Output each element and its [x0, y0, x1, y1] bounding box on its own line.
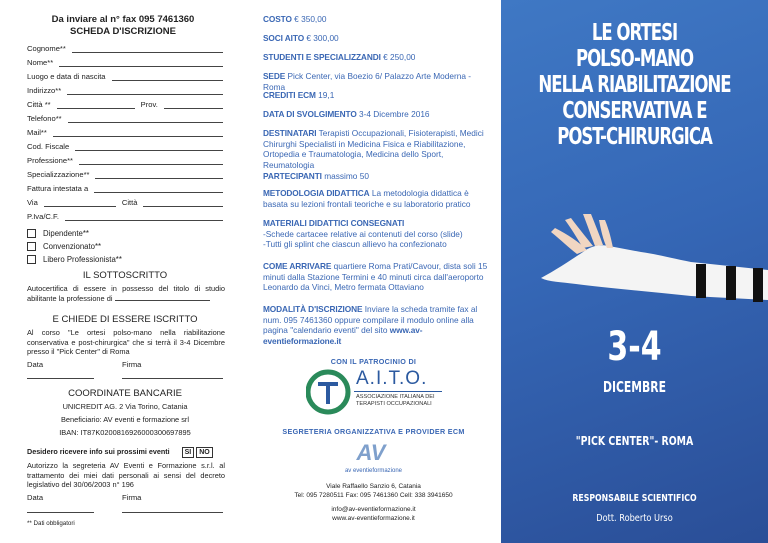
- signature-line-2[interactable]: [122, 512, 223, 513]
- checkbox-dipendente[interactable]: Dipendente**: [27, 227, 89, 239]
- form-title: SCHEDA D'ISCRIZIONE: [70, 26, 176, 37]
- field-specializzazione[interactable]: Specializzazione**: [27, 170, 223, 182]
- field-nome[interactable]: Nome**: [27, 58, 223, 70]
- email-link[interactable]: info@av-eventieformazione.it: [331, 506, 416, 513]
- date-line-2[interactable]: [27, 512, 94, 513]
- request-title: E CHIEDE DI ESSERE ISCRITTO: [52, 314, 198, 325]
- request-text: Al corso "Le ortesi polso-mano nella riabilitazione conservativa e post-chirurgica" che si terrà il 3-4 Dicembre presso il "Pick Center" di Roma: [27, 328, 225, 356]
- no-checkbox[interactable]: NO: [196, 447, 213, 458]
- checkbox-libero-professionista[interactable]: Libero Professionista**: [27, 253, 122, 265]
- date-line[interactable]: [27, 378, 94, 379]
- title-line[interactable]: [115, 294, 210, 301]
- patronage-label: CON IL PATROCINIO DI: [330, 357, 417, 366]
- resp-name: Dott. Roberto Urso: [596, 513, 673, 524]
- si-checkbox[interactable]: SI: [182, 447, 195, 458]
- date-big: 3-4: [607, 324, 662, 370]
- destinatari: DESTINATARI Terapisti Occupazionali, Fisioterapisti, Medici Chirurghi Specialisti in Medicina Fisica e Riabilitazione, Ortopedia e Traumatologia, Medicina dello Sport, Reumatologia: [263, 128, 484, 171]
- crediti-ecm: CREDITI ECM 19,1: [263, 90, 335, 100]
- materiali: MATERIALI DIDATTICI CONSEGNATI -Schede cartacee relative ai contenuti del corso (slide) -Tutti gli splint che ciascun allievo ha confezionato: [263, 218, 463, 250]
- av-logo-mark: AV: [356, 440, 386, 465]
- field-mail[interactable]: Mail**: [27, 128, 223, 140]
- studenti: STUDENTI E SPECIALIZZANDI € 250,00: [263, 52, 416, 62]
- segreteria-label: SEGRETERIA ORGANIZZATIVA E PROVIDER ECM: [282, 427, 465, 436]
- av-logo: [341, 441, 401, 467]
- field-cognome[interactable]: Cognome**: [27, 44, 223, 56]
- sede: SEDE Pick Center, via Boezio 6/ Palazzo Arte Moderna - Roma: [263, 71, 472, 92]
- info-question: Desidero ricevere info sui prossimi eventi SI NO: [27, 447, 213, 458]
- bank-line-3: IBAN: IT87K0200816926000300697895: [59, 428, 191, 437]
- iscrizione-site-link[interactable]: www.av-eventieformazione.it: [263, 325, 423, 347]
- come-arrivare: COME ARRIVARE quartiere Roma Prati/Cavour, dista soli 15 minuti dalla Stazione Termini e 40 minuti circa dall'aeroporto Leonardo da Vinci, Metro fermata Ottaviano: [263, 261, 488, 293]
- field-professione[interactable]: Professione**: [27, 156, 223, 168]
- partecipanti: PARTECIPANTI massimo 50: [263, 171, 369, 181]
- checkbox-box[interactable]: [27, 229, 36, 238]
- checkbox-box[interactable]: [27, 255, 36, 264]
- address-2: Tel: 095 7280511 Fax: 095 7461360 Cell: 338 3941650: [294, 492, 453, 499]
- data-svolgimento: DATA DI SVOLGIMENTO 3-4 Dicembre 2016: [263, 109, 430, 119]
- checkbox-convenzionato[interactable]: Convenzionato**: [27, 240, 101, 252]
- undersigned-text: Autocertifica di essere in possesso del titolo di studio abilitante la professione di: [27, 284, 225, 303]
- field-fattura[interactable]: Fattura intestata a: [27, 184, 223, 196]
- footnote: ** Dati obbligatori: [27, 520, 75, 527]
- aito-sub-2: TERAPISTI OCCUPAZIONALI: [356, 401, 432, 407]
- date-label: Data: [27, 360, 44, 369]
- field-telefono[interactable]: Telefono**: [27, 114, 223, 126]
- website-link[interactable]: www.av-eventieformazione.it: [332, 515, 415, 522]
- signature-label: Firma: [122, 360, 142, 369]
- bank-line-1: UNICREDIT AG. 2 Via Torino, Catania: [62, 402, 188, 411]
- course-title: LE ORTESI POLSO-MANO NELLA RIABILITAZIONE CONSERVATIVA E POST-CHIRURGICA: [538, 20, 731, 150]
- field-indirizzo[interactable]: Indirizzo**: [27, 86, 223, 98]
- bank-line-2: Beneficiario: AV eventi e formazione srl: [60, 415, 190, 424]
- venue: "PICK CENTER"- ROMA: [575, 434, 694, 448]
- aito-logo: [306, 368, 456, 423]
- field-citta-prov[interactable]: Città ** Prov.: [27, 100, 223, 112]
- signature-line[interactable]: [122, 378, 223, 379]
- av-logo-sub: av eventieformazione: [344, 468, 403, 474]
- checkbox-box[interactable]: [27, 242, 36, 251]
- date-label-2: Data: [27, 493, 44, 502]
- aito-name: A.I.T.O.: [356, 368, 428, 389]
- privacy-text: Autorizzo la segreteria AV Eventi e Formazione s.r.l. al trattamento dei miei dati personali ai sensi del decreto legislativo del 30/06/2003 n° 196: [27, 461, 225, 489]
- costo: COSTO € 350,00: [263, 14, 327, 24]
- registration-form-panel: [0, 0, 246, 543]
- cover-panel: [501, 0, 768, 543]
- signature-label-2: Firma: [122, 493, 142, 502]
- fax-header: Da inviare al n° fax 095 7461360: [51, 14, 195, 25]
- hand-splint-illustration: [521, 200, 768, 310]
- field-via-citta[interactable]: Via Città: [27, 198, 223, 210]
- bank-title: COORDINATE BANCARIE: [68, 388, 182, 399]
- address-1: Viale Raffaello Sanzio 6, Catania: [326, 483, 421, 490]
- field-cod-fiscale[interactable]: Cod. Fiscale: [27, 142, 223, 154]
- modalita-iscrizione: MODALITÀ D'ISCRIZIONE Inviare la scheda tramite fax al num. 095 7461360 oppure compilare il modulo online alla pagina "calendario eventi" del sito www.av-eventieformazione.it: [263, 304, 478, 347]
- field-piva[interactable]: P.Iva/C.F.: [27, 212, 223, 224]
- metodologia: METODOLOGIA DIDATTICA La metodologia didattica è basata su lezioni frontali teoriche e su laboratorio pratico: [263, 188, 471, 209]
- course-info-panel: [246, 0, 501, 543]
- soci-aito: SOCI AITO € 300,00: [263, 33, 339, 43]
- month: DICEMBRE: [603, 378, 666, 396]
- aito-sub-1: ASSOCIAZIONE ITALIANA DEI: [356, 394, 435, 400]
- field-nascita[interactable]: Luogo e data di nascita: [27, 72, 223, 84]
- undersigned-title: IL SOTTOSCRITTO: [82, 270, 168, 281]
- resp-label: RESPONSABILE SCIENTIFICO: [572, 493, 697, 504]
